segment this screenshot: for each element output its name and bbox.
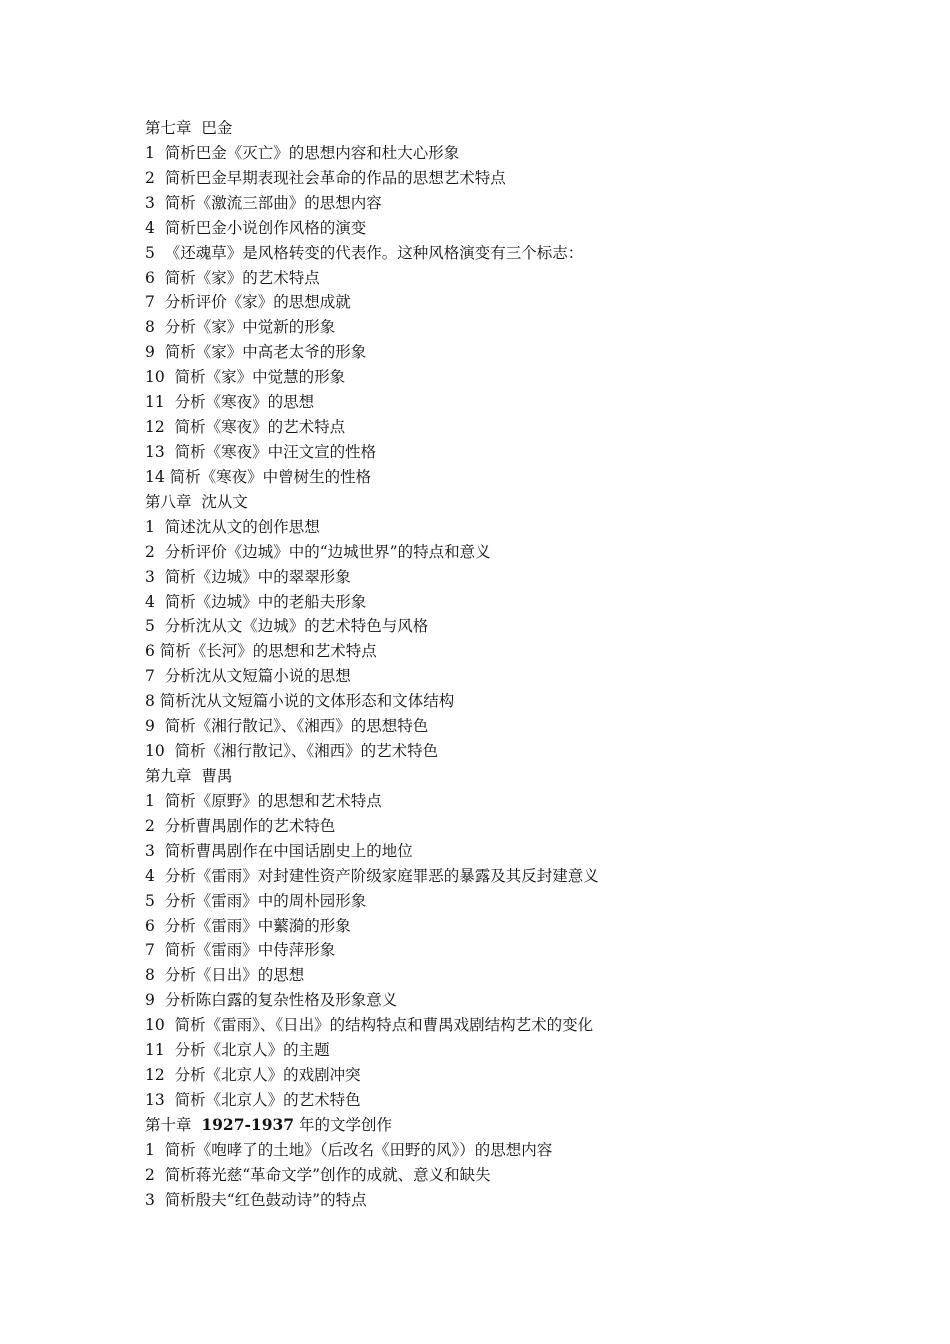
question-item: 6 分析《雷雨》中蘩漪的形象 [145,916,351,935]
question-item: 10 简析《雷雨》、《日出》的结构特点和曹禺戏剧结构艺术的变化 [145,1016,594,1035]
question-item: 6 简析《长河》的思想和艺术特点 [145,642,377,661]
question-item: 3 简析殷夫“红色鼓动诗”的特点 [145,1190,367,1209]
question-item: 9 简析《家》中高老太爷的形象 [145,343,367,362]
question-item: 10 简析《家》中觉慧的形象 [145,368,346,387]
question-item: 8 分析《日出》的思想 [145,966,305,985]
chapter-heading: 第八章 沈从文 [145,492,248,511]
question-item: 5 分析《雷雨》中的周朴园形象 [145,891,367,910]
question-item: 9 分析陈白露的复杂性格及形象意义 [145,991,398,1010]
question-item: 5 《还魂草》是风格转变的代表作。这种风格演变有三个标志： [145,243,584,262]
chapter-heading-years: 1927-1937 [201,1114,295,1134]
chapter-heading: 第九章 曹禺 [145,766,233,785]
question-item: 2 简析巴金早期表现社会革命的作品的思想艺术特点 [145,168,506,187]
question-item: 2 简析蒋光慈“革命文学”创作的成就、意义和缺失 [145,1165,491,1184]
question-item: 4 简析《边城》中的老船夫形象 [145,592,367,611]
question-item: 6 简析《家》的艺术特点 [145,268,320,287]
question-item: 9 简析《湘行散记》、《湘西》的思想特色 [145,717,429,736]
question-item: 3 简析《激流三部曲》的思想内容 [145,193,382,212]
question-item: 5 分析沈从文《边城》的艺术特色与风格 [145,617,429,636]
question-item: 1 简析《咆哮了的土地》（后改名《田野的风》）的思想内容 [145,1140,553,1159]
question-item: 8 简析沈从文短篇小说的文体形态和文体结构 [145,692,455,711]
question-item: 11 分析《寒夜》的思想 [145,393,315,412]
question-item: 10 简析《湘行散记》、《湘西》的艺术特色 [145,742,439,761]
question-item: 3 简析曹禺剧作在中国话剧史上的地位 [145,841,413,860]
question-item: 7 简析《雷雨》中侍萍形象 [145,941,336,960]
question-item: 4 简析巴金小说创作风格的演变 [145,218,367,237]
question-item: 1 简述沈从文的创作思想 [145,517,320,536]
chapter-heading: 第七章 巴金 [145,119,233,137]
question-item: 12 分析《北京人》的戏剧冲突 [145,1066,361,1085]
question-item: 13 简析《寒夜》中汪文宣的性格 [145,442,377,461]
question-item: 1 简析《原野》的思想和艺术特点 [145,791,382,810]
question-item: 2 分析曹禺剧作的艺术特色 [145,816,336,835]
question-item: 7 分析沈从文短篇小说的思想 [145,667,351,686]
chapter-heading-prefix: 第十章 [145,1115,202,1134]
chapter-heading-10 [145,1113,905,1138]
question-item: 11 分析《北京人》的主题 [145,1041,330,1060]
question-item: 3 简析《边城》中的翠翠形象 [145,567,351,586]
document-body [145,116,905,1213]
chapter-heading-suffix: 年的文学创作 [294,1115,393,1134]
question-item: 2 分析评价《边城》中的“边城世界”的特点和意义 [145,542,491,561]
question-item: 4 分析《雷雨》对封建性资产阶级家庭罪恶的暴露及其反封建意义 [145,866,599,885]
question-item: 7 分析评价《家》的思想成就 [145,293,351,312]
question-item: 13 简析《北京人》的艺术特色 [145,1090,361,1109]
question-item: 12 简析《寒夜》的艺术特点 [145,418,346,437]
question-item: 8 分析《家》中觉新的形象 [145,318,336,337]
question-item: 1 简析巴金《灭亡》的思想内容和杜大心形象 [145,143,460,162]
question-item: 14 简析《寒夜》中曾树生的性格 [145,467,372,486]
